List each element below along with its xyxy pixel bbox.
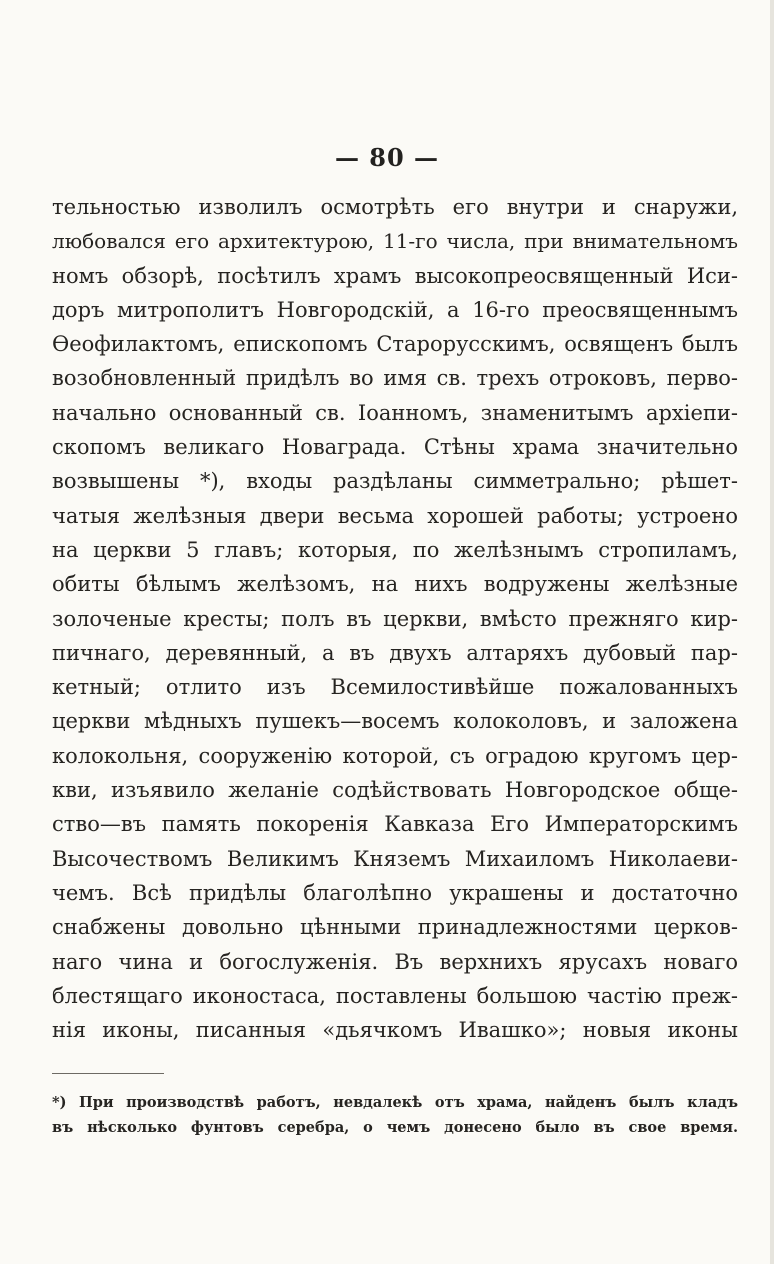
text-line: пичнаго, деревянный, а въ двухъ алтаряхъ дубовый пар- (52, 640, 738, 665)
text-line: ство—въ память покоренія Кавказа Его Императорскимъ (52, 812, 738, 837)
text-line: колокольня, сооруженію которой, съ оградою кругомъ цер- (52, 743, 738, 768)
text-line: на церкви 5 главъ; которыя, по желѣзнымъ стропиламъ, (52, 537, 738, 562)
body-text (52, 190, 738, 1047)
text-line: начально основанный св. Іоанномъ, знаменитымъ архіепи- (52, 400, 738, 425)
text-line: чемъ. Всѣ придѣлы благолѣпно украшены и достаточно (52, 880, 738, 905)
footnote-line: *) При производствѣ работъ, невдалекѣ отъ храма, найденъ былъ кладъ (52, 1094, 738, 1111)
text-line: кетный; отлито изъ Всемилостивѣйше пожалованныхъ (52, 675, 738, 700)
text-line: наго чина и богослуженія. Въ верхнихъ ярусахъ новаго (52, 949, 738, 974)
text-line: Ѳеофилактомъ, епископомъ Старорусскимъ, освященъ былъ (52, 332, 738, 357)
text-line: блестящаго иконостаса, поставлены большою частію преж- (52, 983, 738, 1008)
footnote-separator (52, 1073, 164, 1074)
text-line: скопомъ великаго Новаграда. Стѣны храма значительно (52, 435, 738, 460)
text-line: возобновленный придѣлъ во имя св. трехъ отроковъ, перво- (52, 366, 738, 391)
text-line: тельностью изволилъ осмотрѣть его внутри и снаружи, (52, 195, 738, 219)
text-line: чатыя желѣзныя двери весьма хорошей работы; устроено (52, 503, 738, 528)
text-line: золоченые кресты; полъ въ церкви, вмѣсто прежняго кир- (52, 606, 738, 631)
text-line: возвышены *), входы раздѣланы симметрально; рѣшет- (52, 469, 738, 494)
text-line: снабжены довольно цѣнными принадлежностями церков- (52, 915, 738, 940)
text-line: нія иконы, писанныя «дьячкомъ Ивашко»; новыя иконы (52, 1018, 738, 1043)
footnote (52, 1090, 738, 1140)
scan-edge (770, 0, 774, 1264)
text-line: Высочествомъ Великимъ Княземъ Михаиломъ Николаеви- (52, 846, 738, 871)
text-line: номъ обзорѣ, посѣтилъ храмъ высокопреосвященный Иси- (52, 263, 738, 288)
text-line: обиты бѣлымъ желѣзомъ, на нихъ водружены желѣзные (52, 572, 738, 597)
page-number: — 80 — (334, 143, 440, 172)
footnote-line: въ нѣсколько фунтовъ серебра, о чемъ донесено было въ свое время. (52, 1119, 738, 1136)
text-line: любовался его архитектурою, 11-го числа, при внимательномъ (52, 229, 738, 254)
text-line: кви, изъявило желаніе содѣйствовать Новгородское обще- (52, 778, 738, 803)
text-line: доръ митрополитъ Новгородскій, а 16-го преосвященнымъ (52, 297, 738, 322)
text-line: церкви мѣдныхъ пушекъ—восемъ колоколовъ, и заложена (52, 709, 738, 734)
